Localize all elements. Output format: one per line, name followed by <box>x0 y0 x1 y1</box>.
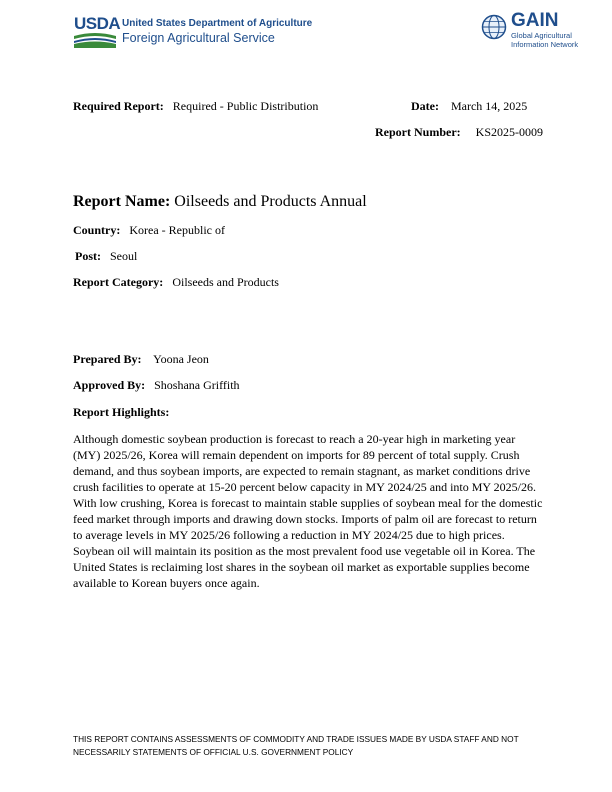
report-name-label: Report Name: <box>73 193 171 210</box>
report-category-label: Report Category: <box>73 275 164 289</box>
country-row <box>73 223 225 237</box>
post-row <box>75 249 137 263</box>
report-highlights-text: Although domestic soybean production is forecast to reach a 20-year high in marketing year (MY) 2025/26, Korea will remain dependent on imports for 89 percent of total supply. Crush demand, and thus soybean imports, are expected to remain stagnant, as market conditions drive crush facilities to operate at 15-20 percent below capacity in MY 2024/25 and into MY 2025/26. With low crushing, Korea is forecast to maintain stable supplies of soybean meal for the domestic feed market through imports and drawing down stocks. Imports of palm oil are forecast to return to average levels in MY 2025/26 following a reduction in MY 2024/25 due to high prices. Soybean oil will maintain its position as the most prevalent food use vegetable oil in Korea. The United States is reclaiming lost shares in the soybean oil market as exportable supplies become available to Korean buyers once again. <box>73 432 543 590</box>
disclaimer-line1: THIS REPORT CONTAINS ASSESSMENTS OF COMMODITY AND TRADE ISSUES MADE BY USDA STAFF AND NOT <box>73 734 519 744</box>
post-label: Post: <box>75 249 101 263</box>
report-number-row <box>375 125 543 139</box>
agency-department: United States Department of Agriculture <box>122 18 313 29</box>
prepared-by-label: Prepared By: <box>73 352 142 366</box>
report-category-value: Oilseeds and Products <box>172 275 279 289</box>
approved-by-value: Shoshana Griffith <box>154 378 240 392</box>
gain-wordmark: GAIN <box>511 10 559 31</box>
required-report-value: Required - Public Distribution <box>172 99 319 113</box>
country-value: Korea - Republic of <box>129 223 225 237</box>
report-number-value: KS2025-0009 <box>475 125 543 139</box>
post-value: Seoul <box>110 249 138 263</box>
gain-subtitle-line2: Information Network <box>511 40 579 49</box>
required-report-label: Required Report: <box>73 99 164 113</box>
usda-wordmark: USDA <box>74 14 121 33</box>
prepared-by-value: Yoona Jeon <box>153 352 209 366</box>
date-row <box>411 99 527 113</box>
agency-service: Foreign Agricultural Service <box>122 31 275 45</box>
country-label: Country: <box>73 223 121 237</box>
date-label: Date: <box>411 99 439 113</box>
report-name-row <box>73 193 367 211</box>
globe-icon <box>481 14 507 40</box>
report-category-row <box>73 275 279 289</box>
disclaimer-line2: NECESSARILY STATEMENTS OF OFFICIAL U.S. GOVERNMENT POLICY <box>73 747 354 757</box>
prepared-by-row <box>73 352 209 366</box>
report-name-value: Oilseeds and Products Annual <box>174 193 367 210</box>
report-highlights-heading <box>73 405 169 419</box>
required-report-row <box>73 99 318 113</box>
report-highlights-label: Report Highlights: <box>73 405 170 419</box>
disclaimer <box>73 733 543 759</box>
date-value: March 14, 2025 <box>450 99 528 113</box>
approved-by-row <box>73 378 240 392</box>
approved-by-label: Approved By: <box>73 378 146 392</box>
report-number-label: Report Number: <box>375 125 461 139</box>
usda-swoosh-icon <box>74 32 116 48</box>
gain-subtitle-line1: Global Agricultural <box>511 31 572 40</box>
